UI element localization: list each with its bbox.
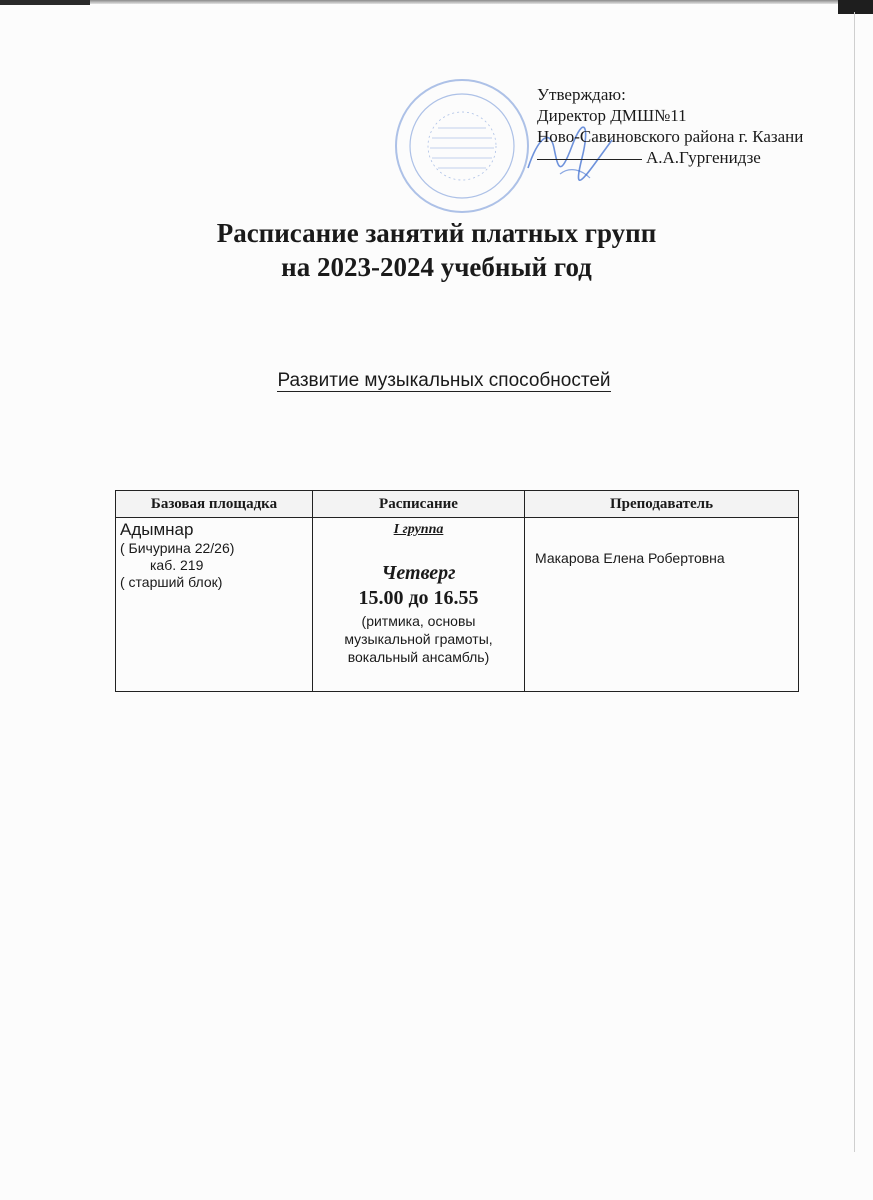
teacher-name: Макарова Елена Робертовна [535,550,725,566]
schedule-group: I группа [393,522,444,537]
title-line-2: на 2023-2024 учебный год [281,252,592,282]
document-subtitle [0,370,873,392]
table-header-row [116,491,799,518]
table-row [116,518,799,692]
site-name: Адымнар [120,520,194,539]
approval-block [537,84,803,168]
approval-district-text: Ново-Савиновского района г. Казани [537,127,804,146]
site-cell [116,518,313,692]
schedule-cell [313,518,525,692]
scan-edge-corner [838,0,873,14]
approval-signature-line [537,147,803,168]
header-schedule: Расписание [313,491,525,518]
schedule-day: Четверг [381,562,456,584]
site-block: ( старший блок) [120,574,223,590]
scan-edge-right [854,12,855,1152]
header-site: Базовая площадка [116,491,313,518]
schedule-notes [313,612,524,666]
teacher-cell [525,518,799,692]
approval-signatory-name: А.А.Гургенидзе [646,148,761,167]
site-address: ( Бичурина 22/26) [120,540,235,556]
header-teacher: Преподаватель [525,491,799,518]
subtitle-text: Развитие музыкальных способностей [277,370,611,391]
schedule-notes-line-3: вокальный ансамбль) [347,649,490,665]
approval-director-text: Директор ДМШ№11 [537,106,687,125]
schedule-notes-line-2: музыкальной грамоты, [344,631,493,647]
approval-approve-text: Утверждаю: [537,85,626,104]
site-room: каб. 219 [150,557,204,573]
title-line-1: Расписание занятий платных групп [216,218,657,248]
schedule-time: 15.00 до 16.55 [358,587,479,609]
scan-edge-top [0,0,873,4]
signature-underline [537,159,642,160]
document-title [0,216,873,284]
schedule-notes-line-1: (ритмика, основы [361,613,476,629]
school-seal-stamp [392,76,532,216]
schedule-table [115,490,799,692]
scan-edge-top-dark [0,0,90,5]
